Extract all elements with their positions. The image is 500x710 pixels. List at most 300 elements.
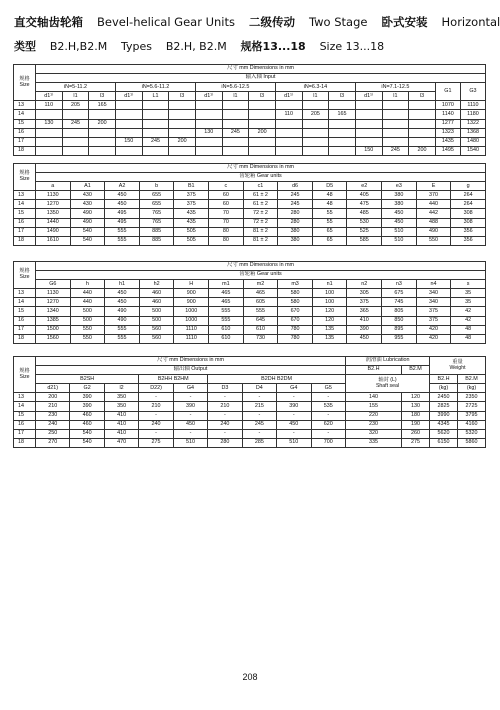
- value-cell: 610: [243, 325, 278, 334]
- value-cell: 110: [36, 101, 63, 110]
- column-header: l1: [62, 92, 89, 101]
- value-cell: 1495: [435, 146, 460, 155]
- column-header: n3: [382, 280, 417, 289]
- value-cell: 190: [401, 420, 429, 429]
- value-cell: 1340: [36, 307, 71, 316]
- weight-label-cn: 重量: [452, 358, 463, 365]
- value-cell: 215: [242, 402, 276, 411]
- size-label-cn: 规格: [19, 170, 30, 177]
- value-cell: 1440: [36, 218, 71, 227]
- value-cell: [275, 128, 302, 137]
- value-cell: 500: [139, 316, 174, 325]
- value-cell: 55: [312, 209, 347, 218]
- value-cell: 245: [242, 420, 276, 429]
- value-cell: 250: [36, 429, 70, 438]
- value-cell: 65: [312, 227, 347, 236]
- input-shaft-table: [13, 64, 486, 156]
- value-cell: 275: [139, 438, 173, 447]
- column-header: c1: [243, 182, 278, 191]
- value-cell: [355, 137, 382, 146]
- table-row: [14, 137, 486, 146]
- value-cell: 70: [209, 218, 244, 227]
- value-cell: -: [208, 393, 242, 402]
- value-cell: [409, 101, 436, 110]
- value-cell: [329, 101, 356, 110]
- value-cell: 450: [347, 334, 382, 343]
- value-cell: 550: [70, 325, 105, 334]
- value-cell: 435: [174, 218, 209, 227]
- value-cell: 356: [451, 236, 486, 245]
- value-cell: 320: [345, 429, 401, 438]
- value-cell: [329, 146, 356, 155]
- table-row: [14, 298, 486, 307]
- value-cell: [302, 128, 329, 137]
- column-header: g: [451, 182, 486, 191]
- value-cell: [275, 101, 302, 110]
- value-cell: 81 ± 2: [243, 236, 278, 245]
- value-cell: 410: [104, 411, 138, 420]
- value-cell: 380: [382, 191, 417, 200]
- value-cell: -: [311, 411, 345, 420]
- value-cell: 450: [277, 420, 311, 429]
- column-header: l3: [249, 92, 276, 101]
- value-cell: 165: [89, 101, 116, 110]
- table-row: [14, 289, 486, 298]
- value-cell: 510: [382, 236, 417, 245]
- size-cn: 规格13...18: [240, 40, 306, 53]
- value-cell: [142, 146, 169, 155]
- value-cell: 1490: [36, 227, 71, 236]
- value-cell: 540: [70, 429, 104, 438]
- value-cell: 460: [139, 289, 174, 298]
- value-cell: 240: [139, 420, 173, 429]
- column-header: n4: [416, 280, 451, 289]
- value-cell: 1130: [36, 289, 71, 298]
- size-header: [14, 357, 36, 393]
- value-cell: 675: [382, 289, 417, 298]
- value-cell: 3990: [430, 411, 458, 420]
- value-cell: 440: [416, 200, 451, 209]
- value-cell: 210: [36, 402, 70, 411]
- value-cell: 350: [104, 393, 138, 402]
- value-cell: 2825: [430, 402, 458, 411]
- value-cell: 200: [249, 128, 276, 137]
- value-cell: 1110: [174, 325, 209, 334]
- column-header: G1: [435, 83, 460, 101]
- table-row: [14, 110, 486, 119]
- column-header: e2: [347, 182, 382, 191]
- column-header: d1¹⁾: [115, 92, 142, 101]
- size-cell: 17: [14, 227, 36, 236]
- value-cell: 885: [139, 227, 174, 236]
- types-en: Types: [121, 40, 153, 53]
- value-cell: [142, 119, 169, 128]
- table-row: [14, 307, 486, 316]
- value-cell: 2725: [458, 402, 486, 411]
- value-cell: 410: [347, 316, 382, 325]
- value-cell: 308: [451, 218, 486, 227]
- input-header: 输入轴 Input: [36, 74, 486, 83]
- size-header: [14, 164, 36, 191]
- value-cell: -: [208, 411, 242, 420]
- column-header: L1: [142, 92, 169, 101]
- value-cell: 55: [312, 218, 347, 227]
- column-header: D4: [242, 384, 276, 393]
- column-header: n2: [347, 280, 382, 289]
- value-cell: 5620: [430, 429, 458, 438]
- value-cell: 780: [278, 325, 313, 334]
- weight-header: [430, 357, 486, 375]
- value-cell: [36, 137, 63, 146]
- value-cell: 305: [347, 289, 382, 298]
- value-cell: 375: [174, 191, 209, 200]
- value-cell: 1110: [460, 101, 485, 110]
- value-cell: 380: [278, 236, 313, 245]
- value-cell: 955: [382, 334, 417, 343]
- value-cell: 535: [311, 402, 345, 411]
- value-cell: 48: [451, 325, 486, 334]
- value-cell: 420: [416, 325, 451, 334]
- table-row: [14, 325, 486, 334]
- value-cell: 430: [70, 200, 105, 209]
- value-cell: -: [242, 393, 276, 402]
- value-cell: [62, 137, 89, 146]
- value-cell: 60: [209, 200, 244, 209]
- value-cell: 460: [70, 420, 104, 429]
- size-cell: 15: [14, 411, 36, 420]
- page-number: 208: [242, 672, 258, 682]
- value-cell: -: [311, 393, 345, 402]
- size-header: [14, 65, 36, 101]
- lube-b2h-header: B2.H: [345, 366, 401, 375]
- column-header: l3: [169, 92, 196, 101]
- value-cell: 505: [174, 236, 209, 245]
- output-rows: [14, 393, 486, 448]
- value-cell: 620: [311, 420, 345, 429]
- value-cell: 485: [347, 209, 382, 218]
- value-cell: 380: [382, 200, 417, 209]
- value-cell: [115, 101, 142, 110]
- table-row: [14, 411, 486, 420]
- column-header: h: [70, 280, 105, 289]
- value-cell: -: [311, 429, 345, 438]
- value-cell: 435: [174, 209, 209, 218]
- size-cell: 13: [14, 191, 36, 200]
- value-cell: 120: [312, 316, 347, 325]
- value-cell: 555: [105, 325, 140, 334]
- value-cell: 61 ± 2: [243, 191, 278, 200]
- column-header: l3: [89, 92, 116, 101]
- size-label-cn: 规格: [19, 268, 30, 275]
- mount-cn: 卧式安装: [381, 15, 428, 29]
- size-cell: 13: [14, 289, 36, 298]
- value-cell: 450: [105, 191, 140, 200]
- value-cell: 550: [416, 236, 451, 245]
- column-header: d1¹⁾: [36, 92, 63, 101]
- value-cell: 440: [70, 289, 105, 298]
- value-cell: [89, 146, 116, 155]
- value-cell: 42: [451, 316, 486, 325]
- value-cell: 505: [174, 227, 209, 236]
- value-cell: [355, 110, 382, 119]
- value-cell: 510: [277, 438, 311, 447]
- value-cell: 450: [105, 298, 140, 307]
- dimensions-header: 尺寸 mm Dimensions in mm: [36, 65, 486, 74]
- value-cell: 48: [312, 191, 347, 200]
- value-cell: 48: [451, 334, 486, 343]
- value-cell: 410: [104, 420, 138, 429]
- size-cell: 17: [14, 325, 36, 334]
- output-lubrication-weight-table: [13, 356, 486, 448]
- value-cell: 210: [139, 402, 173, 411]
- value-cell: [115, 110, 142, 119]
- value-cell: 5320: [458, 429, 486, 438]
- column-header: l3: [409, 92, 436, 101]
- size-cell: 13: [14, 393, 36, 402]
- value-cell: 380: [278, 227, 313, 236]
- value-cell: 410: [104, 429, 138, 438]
- value-cell: 1070: [435, 101, 460, 110]
- shaft-seal-cn: 轴封 (L): [378, 376, 397, 383]
- value-cell: 1000: [174, 307, 209, 316]
- value-cell: 1385: [36, 316, 71, 325]
- weight-unit-header: (kg): [430, 384, 458, 393]
- value-cell: 390: [70, 393, 104, 402]
- value-cell: 230: [36, 411, 70, 420]
- value-cell: 264: [451, 200, 486, 209]
- value-cell: [169, 119, 196, 128]
- size-cell: 17: [14, 137, 36, 146]
- value-cell: 35: [451, 298, 486, 307]
- column-header: G4: [173, 384, 207, 393]
- column-header: l1: [382, 92, 409, 101]
- title-en: Bevel-helical Gear Units: [97, 15, 235, 29]
- value-cell: 450: [105, 289, 140, 298]
- value-cell: 65: [312, 236, 347, 245]
- value-cell: 165: [329, 110, 356, 119]
- column-header-row: [14, 182, 486, 191]
- value-cell: 490: [416, 227, 451, 236]
- group-header-b2hh: B2HH B2HM: [139, 375, 208, 384]
- value-cell: 465: [243, 289, 278, 298]
- ratio-group-header: iN=5.6-11.2: [115, 83, 195, 92]
- value-cell: 375: [347, 298, 382, 307]
- column-header: c: [209, 182, 244, 191]
- value-cell: [275, 137, 302, 146]
- value-cell: 500: [70, 307, 105, 316]
- value-cell: [329, 137, 356, 146]
- value-cell: [249, 110, 276, 119]
- value-cell: 1350: [36, 209, 71, 218]
- value-cell: [302, 146, 329, 155]
- value-cell: -: [242, 429, 276, 438]
- value-cell: [302, 101, 329, 110]
- column-header-row: [14, 280, 486, 289]
- value-cell: 280: [208, 438, 242, 447]
- value-cell: 264: [451, 191, 486, 200]
- column-header: G2: [70, 384, 104, 393]
- value-cell: 280: [278, 218, 313, 227]
- types-en-value: B2.H, B2.M: [165, 40, 227, 53]
- size-label-en: Size: [19, 373, 30, 380]
- value-cell: 1560: [36, 334, 71, 343]
- title-cn: 直交轴齿轮箱: [14, 15, 83, 29]
- size-cell: 15: [14, 209, 36, 218]
- value-cell: 130: [36, 119, 63, 128]
- value-cell: 540: [70, 438, 104, 447]
- value-cell: 765: [139, 209, 174, 218]
- column-header: d1¹⁾: [355, 92, 382, 101]
- value-cell: 655: [139, 200, 174, 209]
- mount-en: Horizontal: [441, 15, 500, 29]
- column-header: d21): [36, 384, 70, 393]
- value-cell: 850: [382, 316, 417, 325]
- value-cell: -: [208, 429, 242, 438]
- value-cell: 72 ± 2: [243, 218, 278, 227]
- value-cell: 450: [105, 200, 140, 209]
- size-cell: 16: [14, 218, 36, 227]
- size-cell: 15: [14, 307, 36, 316]
- column-header: A1: [70, 182, 105, 191]
- value-cell: 585: [347, 236, 382, 245]
- value-cell: 280: [278, 209, 313, 218]
- value-cell: [169, 146, 196, 155]
- value-cell: 81 ± 2: [243, 227, 278, 236]
- table-row: [14, 218, 486, 227]
- value-cell: 390: [173, 402, 207, 411]
- value-cell: 1180: [460, 110, 485, 119]
- size-cell: 18: [14, 438, 36, 447]
- value-cell: 135: [312, 334, 347, 343]
- value-cell: 245: [62, 119, 89, 128]
- dimensions-header: 尺寸 mm Dimensions in mm: [36, 357, 346, 366]
- value-cell: 450: [173, 420, 207, 429]
- column-header: e3: [382, 182, 417, 191]
- value-cell: [409, 137, 436, 146]
- value-cell: [355, 128, 382, 137]
- value-cell: [249, 101, 276, 110]
- weight-label-en: Weight: [449, 364, 466, 371]
- value-cell: [195, 101, 222, 110]
- gear-units-header: 齿轮箱 Gear units: [36, 271, 486, 280]
- column-header: A2: [105, 182, 140, 191]
- value-cell: [329, 128, 356, 137]
- value-cell: 4160: [458, 420, 486, 429]
- value-cell: 560: [139, 325, 174, 334]
- value-cell: [195, 119, 222, 128]
- size-label-cn: 规格: [19, 75, 30, 82]
- column-header: G3: [460, 83, 485, 101]
- value-cell: 1323: [435, 128, 460, 137]
- column-header: d6: [278, 182, 313, 191]
- size-label-en: Size: [19, 274, 30, 281]
- value-cell: [302, 137, 329, 146]
- value-cell: 555: [243, 307, 278, 316]
- value-cell: 130: [195, 128, 222, 137]
- value-cell: [195, 137, 222, 146]
- weight-unit-header: (kg): [458, 384, 486, 393]
- column-header: m3: [278, 280, 313, 289]
- value-cell: 42: [451, 307, 486, 316]
- value-cell: 430: [70, 191, 105, 200]
- value-cell: -: [139, 411, 173, 420]
- input-shaft-rows: [14, 101, 486, 156]
- value-cell: 245: [222, 128, 249, 137]
- value-cell: [222, 119, 249, 128]
- value-cell: 200: [169, 137, 196, 146]
- value-cell: 240: [208, 420, 242, 429]
- value-cell: [36, 110, 63, 119]
- value-cell: 900: [174, 289, 209, 298]
- table-row: [14, 334, 486, 343]
- page-subtitle: [14, 38, 394, 54]
- value-cell: 510: [382, 227, 417, 236]
- value-cell: -: [277, 429, 311, 438]
- value-cell: 765: [139, 218, 174, 227]
- value-cell: [62, 146, 89, 155]
- column-header: G6: [36, 280, 71, 289]
- weight-b2m-header: B2.M: [458, 375, 486, 384]
- value-cell: -: [139, 393, 173, 402]
- size-cell: 16: [14, 316, 36, 325]
- value-cell: 1140: [435, 110, 460, 119]
- column-header: h1: [105, 280, 140, 289]
- value-cell: 490: [70, 218, 105, 227]
- column-header: n1: [312, 280, 347, 289]
- stage-cn: 二级传动: [249, 15, 296, 29]
- value-cell: 3795: [458, 411, 486, 420]
- value-cell: 540: [70, 227, 105, 236]
- value-cell: [302, 119, 329, 128]
- value-cell: 555: [209, 316, 244, 325]
- value-cell: 1435: [435, 137, 460, 146]
- value-cell: 420: [416, 334, 451, 343]
- size-cell: 16: [14, 420, 36, 429]
- value-cell: -: [173, 411, 207, 420]
- value-cell: [36, 146, 63, 155]
- column-header: G5: [311, 384, 345, 393]
- value-cell: 730: [243, 334, 278, 343]
- value-cell: [195, 146, 222, 155]
- value-cell: [222, 137, 249, 146]
- value-cell: 260: [401, 429, 429, 438]
- value-cell: 555: [105, 227, 140, 236]
- value-cell: [249, 146, 276, 155]
- value-cell: [382, 128, 409, 137]
- value-cell: [355, 119, 382, 128]
- column-header: l1: [222, 92, 249, 101]
- size-cell: 14: [14, 110, 36, 119]
- value-cell: 61 ± 2: [243, 200, 278, 209]
- value-cell: 340: [416, 298, 451, 307]
- value-cell: [382, 101, 409, 110]
- value-cell: 205: [62, 101, 89, 110]
- value-cell: 80: [209, 236, 244, 245]
- value-cell: [89, 137, 116, 146]
- value-cell: 350: [104, 402, 138, 411]
- value-cell: 610: [209, 334, 244, 343]
- lubrication-header: 润滑油 Lubrication: [345, 357, 429, 366]
- value-cell: 375: [174, 200, 209, 209]
- value-cell: [195, 110, 222, 119]
- value-cell: [222, 146, 249, 155]
- value-cell: 555: [209, 307, 244, 316]
- value-cell: 605: [243, 298, 278, 307]
- value-cell: 895: [382, 325, 417, 334]
- value-cell: -: [277, 411, 311, 420]
- value-cell: [382, 119, 409, 128]
- value-cell: 150: [355, 146, 382, 155]
